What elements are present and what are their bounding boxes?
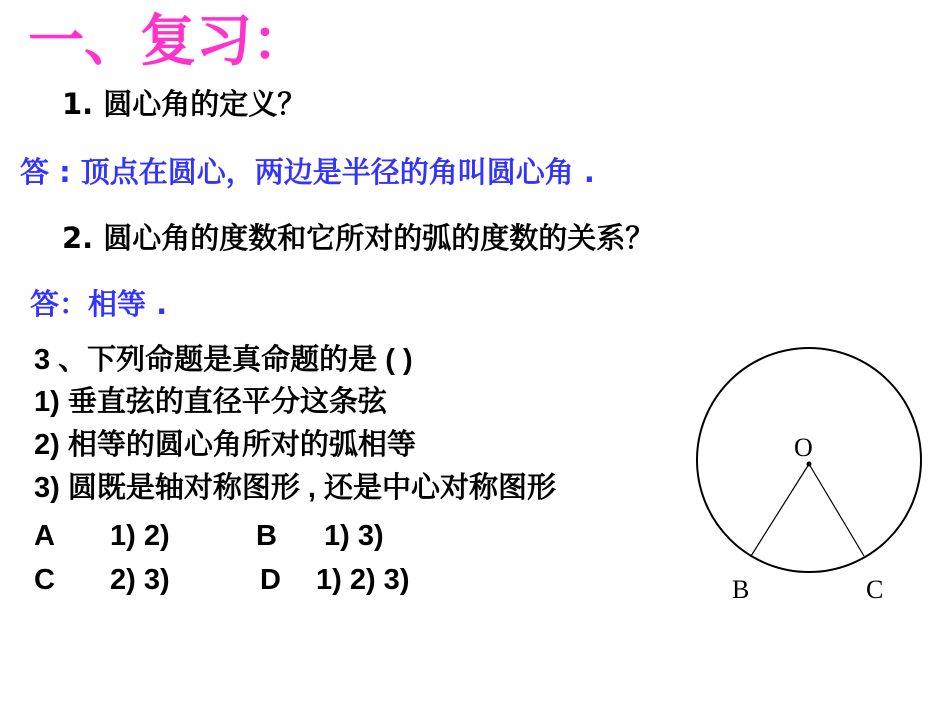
statement-3: 3) 圆既是轴对称图形 , 还是中心对称图形	[34, 472, 557, 504]
option-b-value: 1) 3)	[324, 520, 384, 552]
center-point	[807, 462, 812, 467]
statement-1: 1) 垂直弦的直径平分这条弦	[34, 386, 387, 418]
statement-2: 2) 相等的圆心角所对的弧相等	[34, 429, 416, 461]
option-a-value: 1) 2)	[110, 520, 170, 552]
radius-oc	[809, 464, 864, 556]
center-label: O	[794, 433, 813, 462]
question-2: 2. 圆心角的度数和它所对的弧的度数的关系？	[62, 221, 655, 255]
options-row-ab	[34, 516, 454, 556]
option-a-letter: A	[34, 520, 55, 552]
section-title: 一、复习：	[28, 9, 308, 74]
option-b-letter: B	[256, 520, 277, 552]
point-b-label: B	[732, 575, 750, 604]
answer-1: 答 : 顶点在圆心，两边是半径的角叫圆心角 .	[20, 155, 595, 189]
circle-diagram	[690, 330, 940, 620]
option-c-value: 2) 3)	[110, 564, 170, 596]
point-c-label: C	[866, 575, 884, 604]
question-1: 1. 圆心角的定义？	[62, 87, 307, 121]
option-d-letter: D	[260, 564, 281, 596]
options-row-cd	[34, 560, 474, 600]
radius-ob	[751, 464, 809, 556]
option-d-value: 1) 2) 3)	[316, 564, 410, 596]
question-3: 3 、下列命题是真命题的是 ( )	[34, 344, 413, 376]
option-c-letter: C	[34, 564, 55, 596]
answer-2: 答：相等 .	[30, 287, 168, 321]
